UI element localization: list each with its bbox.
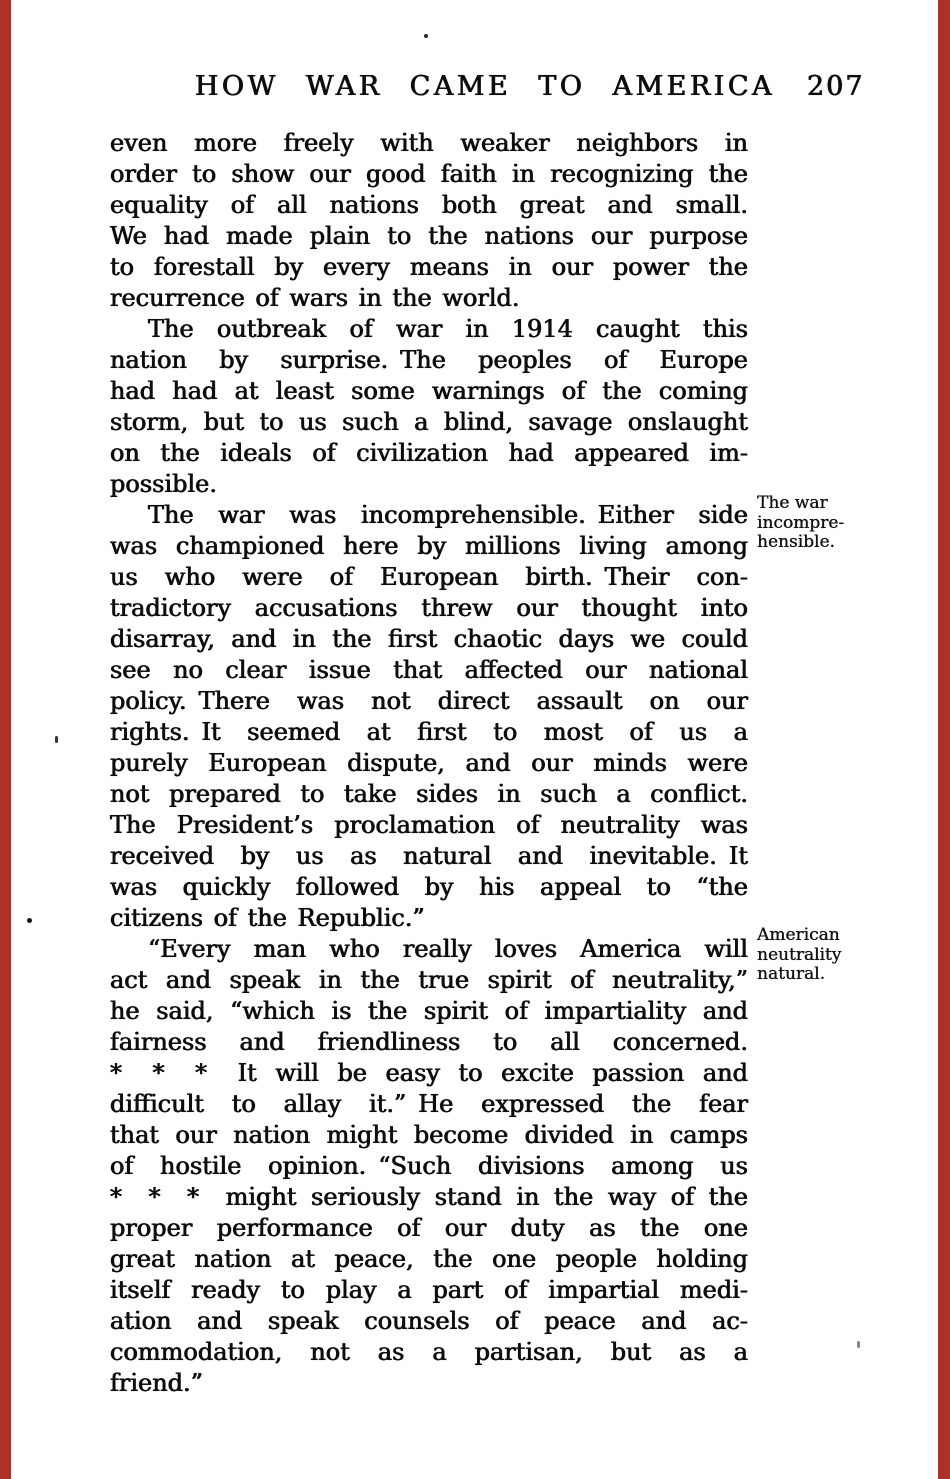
text-line: We had made plain to the nations our purpose — [110, 222, 748, 250]
margin-note-line: The war — [757, 493, 828, 513]
text-line: purely European dispute, and our minds were — [110, 749, 748, 777]
page-title: HOW WAR CAME TO AMERICA — [194, 71, 776, 102]
text-line: nation by surprise. The peoples of Europe — [110, 346, 748, 374]
text-line: great nation at peace, the one people holding — [110, 1245, 748, 1273]
scan-speck — [27, 918, 32, 923]
text-line: ation and speak counsels of peace and ac- — [110, 1307, 748, 1335]
margin-note-line: incompre- — [757, 512, 845, 533]
scan-speck — [857, 1341, 860, 1348]
text-line: was championed here by millions living among — [110, 532, 748, 560]
text-line: The war was incomprehensible. Either side — [148, 501, 748, 529]
text-line: commodation, not as a partisan, but as a — [110, 1338, 748, 1366]
text-line: equality of all nations both great and small. — [110, 191, 748, 219]
scan-speck — [55, 736, 58, 743]
text-line: “Every man who really loves America will — [148, 935, 748, 963]
text-line: see no clear issue that affected our national — [110, 656, 748, 684]
text-line: rights. It seemed at first to most of us a — [110, 718, 748, 746]
text-line: * * * It will be easy to excite passion and — [110, 1059, 748, 1087]
margin-note-line: neutrality — [757, 944, 842, 965]
text-line: * * * might seriously stand in the way of the — [110, 1183, 748, 1211]
margin-note — [757, 494, 887, 553]
text-line: The outbreak of war in 1914 caught this — [148, 315, 748, 343]
text-line: received by us as natural and inevitable. It — [110, 842, 748, 870]
text-line: policy. There was not direct assault on our — [110, 687, 748, 715]
margin-note — [757, 926, 887, 985]
text-line: on the ideals of civilization had appeared im- — [110, 439, 748, 467]
scan-speck — [424, 34, 428, 38]
text-line: that our nation might become divided in camps — [110, 1121, 748, 1149]
text-line: disarray, and in the first chaotic days we could — [110, 625, 748, 653]
page-number: 207 — [807, 71, 865, 102]
text-line: he said, “which is the spirit of impartiality and — [110, 997, 748, 1025]
text-line: tradictory accusations threw our thought into — [110, 594, 748, 622]
text-line: proper performance of our duty as the one — [110, 1214, 748, 1242]
text-line: recurrence of wars in the world. — [110, 284, 520, 312]
text-line: friend.” — [110, 1369, 203, 1397]
text-line: storm, but to us such a blind, savage onslaught — [110, 408, 748, 436]
text-line: had had at least some warnings of the coming — [110, 377, 748, 405]
text-line: The President’s proclamation of neutrality was — [110, 811, 748, 839]
text-line: act and speak in the true spirit of neutrality,” — [110, 966, 748, 994]
text-line: of hostile opinion. “Such divisions among us — [110, 1152, 748, 1180]
margin-note-line: natural. — [757, 964, 825, 984]
text-line: itself ready to play a part of impartial medi- — [110, 1276, 748, 1304]
text-line: possible. — [110, 470, 217, 498]
text-line: not prepared to take sides in such a conflict. — [110, 780, 748, 808]
text-line: difficult to allay it.” He expressed the fear — [110, 1090, 748, 1118]
text-line: fairness and friendliness to all concerned. — [110, 1028, 748, 1056]
text-line: order to show our good faith in recognizing the — [110, 160, 748, 188]
text-line: even more freely with weaker neighbors in — [110, 129, 748, 157]
margin-note-line: hensible. — [757, 532, 835, 552]
text-line: to forestall by every means in our power the — [110, 253, 748, 281]
text-line: was quickly followed by his appeal to “the — [110, 873, 748, 901]
text-line: citizens of the Republic.” — [110, 904, 425, 932]
text-line: us who were of European birth. Their con- — [110, 563, 748, 591]
margin-note-line: American — [757, 925, 840, 945]
